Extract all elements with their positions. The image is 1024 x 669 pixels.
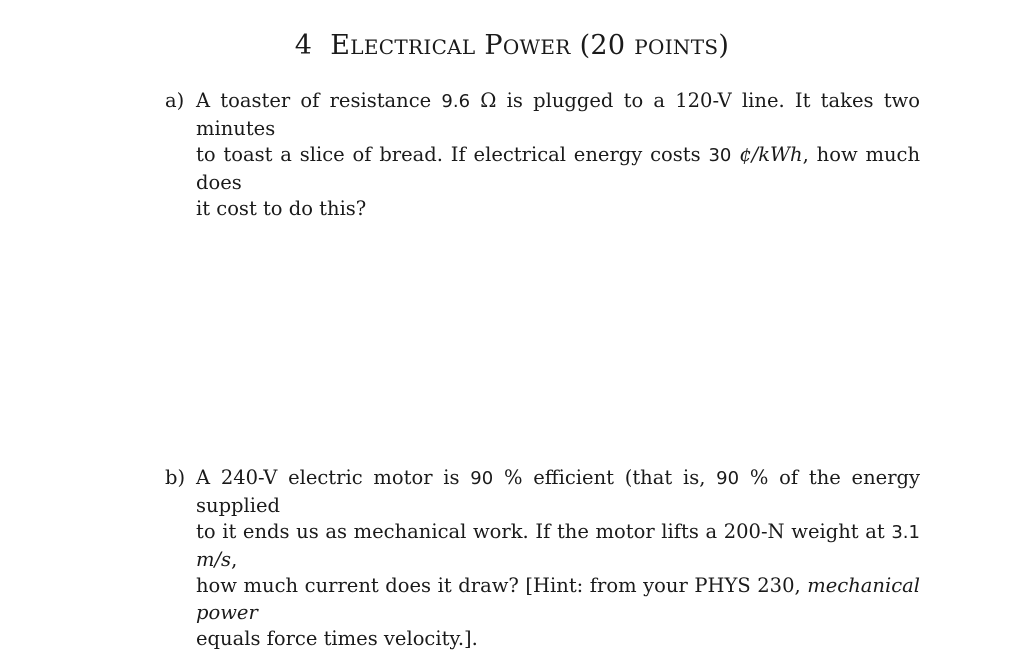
text-run: , xyxy=(231,547,238,571)
part-b-text xyxy=(196,465,920,653)
text-run: equals force times velocity.]. xyxy=(196,627,478,650)
text-run: A toaster of resistance xyxy=(196,89,432,112)
part-b-label: b) xyxy=(165,466,186,489)
part-b-line-3 xyxy=(196,573,920,626)
section-number: 4 xyxy=(294,30,313,61)
title-initial-1: E xyxy=(330,30,351,61)
question-part-a xyxy=(165,88,920,223)
part-a-line-2 xyxy=(196,142,920,196)
title-rest-2: OWER xyxy=(502,35,571,59)
percent-symbol: % xyxy=(749,466,769,489)
text-run: how much current does it draw? [Hint: from your PHYS 230, xyxy=(196,574,801,597)
text-run: efficient (that is, xyxy=(533,466,706,489)
text-run: it cost to do this? xyxy=(196,197,367,220)
resistance-value: 9.6 xyxy=(441,91,471,112)
part-a-label: a) xyxy=(165,89,185,112)
part-b-line-1 xyxy=(196,465,920,519)
part-b-line-4 xyxy=(196,626,920,653)
text-run: A 240-V electric motor is xyxy=(196,466,460,489)
efficiency-value-2: 90 xyxy=(716,468,740,489)
cost-value: 30 xyxy=(708,145,732,166)
efficiency-value: 90 xyxy=(470,468,494,489)
velocity-value: 3.1 xyxy=(891,522,920,543)
emphasis-text: mechanical power xyxy=(196,574,920,624)
percent-symbol: % xyxy=(503,466,523,489)
points-word: POINTS xyxy=(634,35,719,59)
text-run: is plugged to a 120-V line. It takes two minutes xyxy=(196,89,920,140)
question-part-b xyxy=(165,465,920,653)
points-open: (20 xyxy=(579,30,626,61)
points-close: ) xyxy=(718,30,730,61)
title-rest-1: LECTRICAL xyxy=(350,35,476,59)
cost-unit: ¢/kWh xyxy=(739,143,803,166)
ohm-symbol: Ω xyxy=(480,89,497,112)
text-run: to it ends us as mechanical work. If the motor lifts a 200-N weight at xyxy=(196,520,885,543)
part-a-line-3 xyxy=(196,196,920,223)
section-heading xyxy=(0,30,1024,61)
part-b-line-2 xyxy=(196,519,920,573)
text-run: of the energy supplied xyxy=(196,466,921,517)
title-initial-2: P xyxy=(484,30,503,61)
text-run: to toast a slice of bread. If electrical energy costs xyxy=(196,143,701,166)
part-a-text xyxy=(196,88,920,223)
text-run: , how much does xyxy=(196,143,921,194)
velocity-unit: m/s xyxy=(196,547,232,571)
part-a-line-1 xyxy=(196,88,920,142)
